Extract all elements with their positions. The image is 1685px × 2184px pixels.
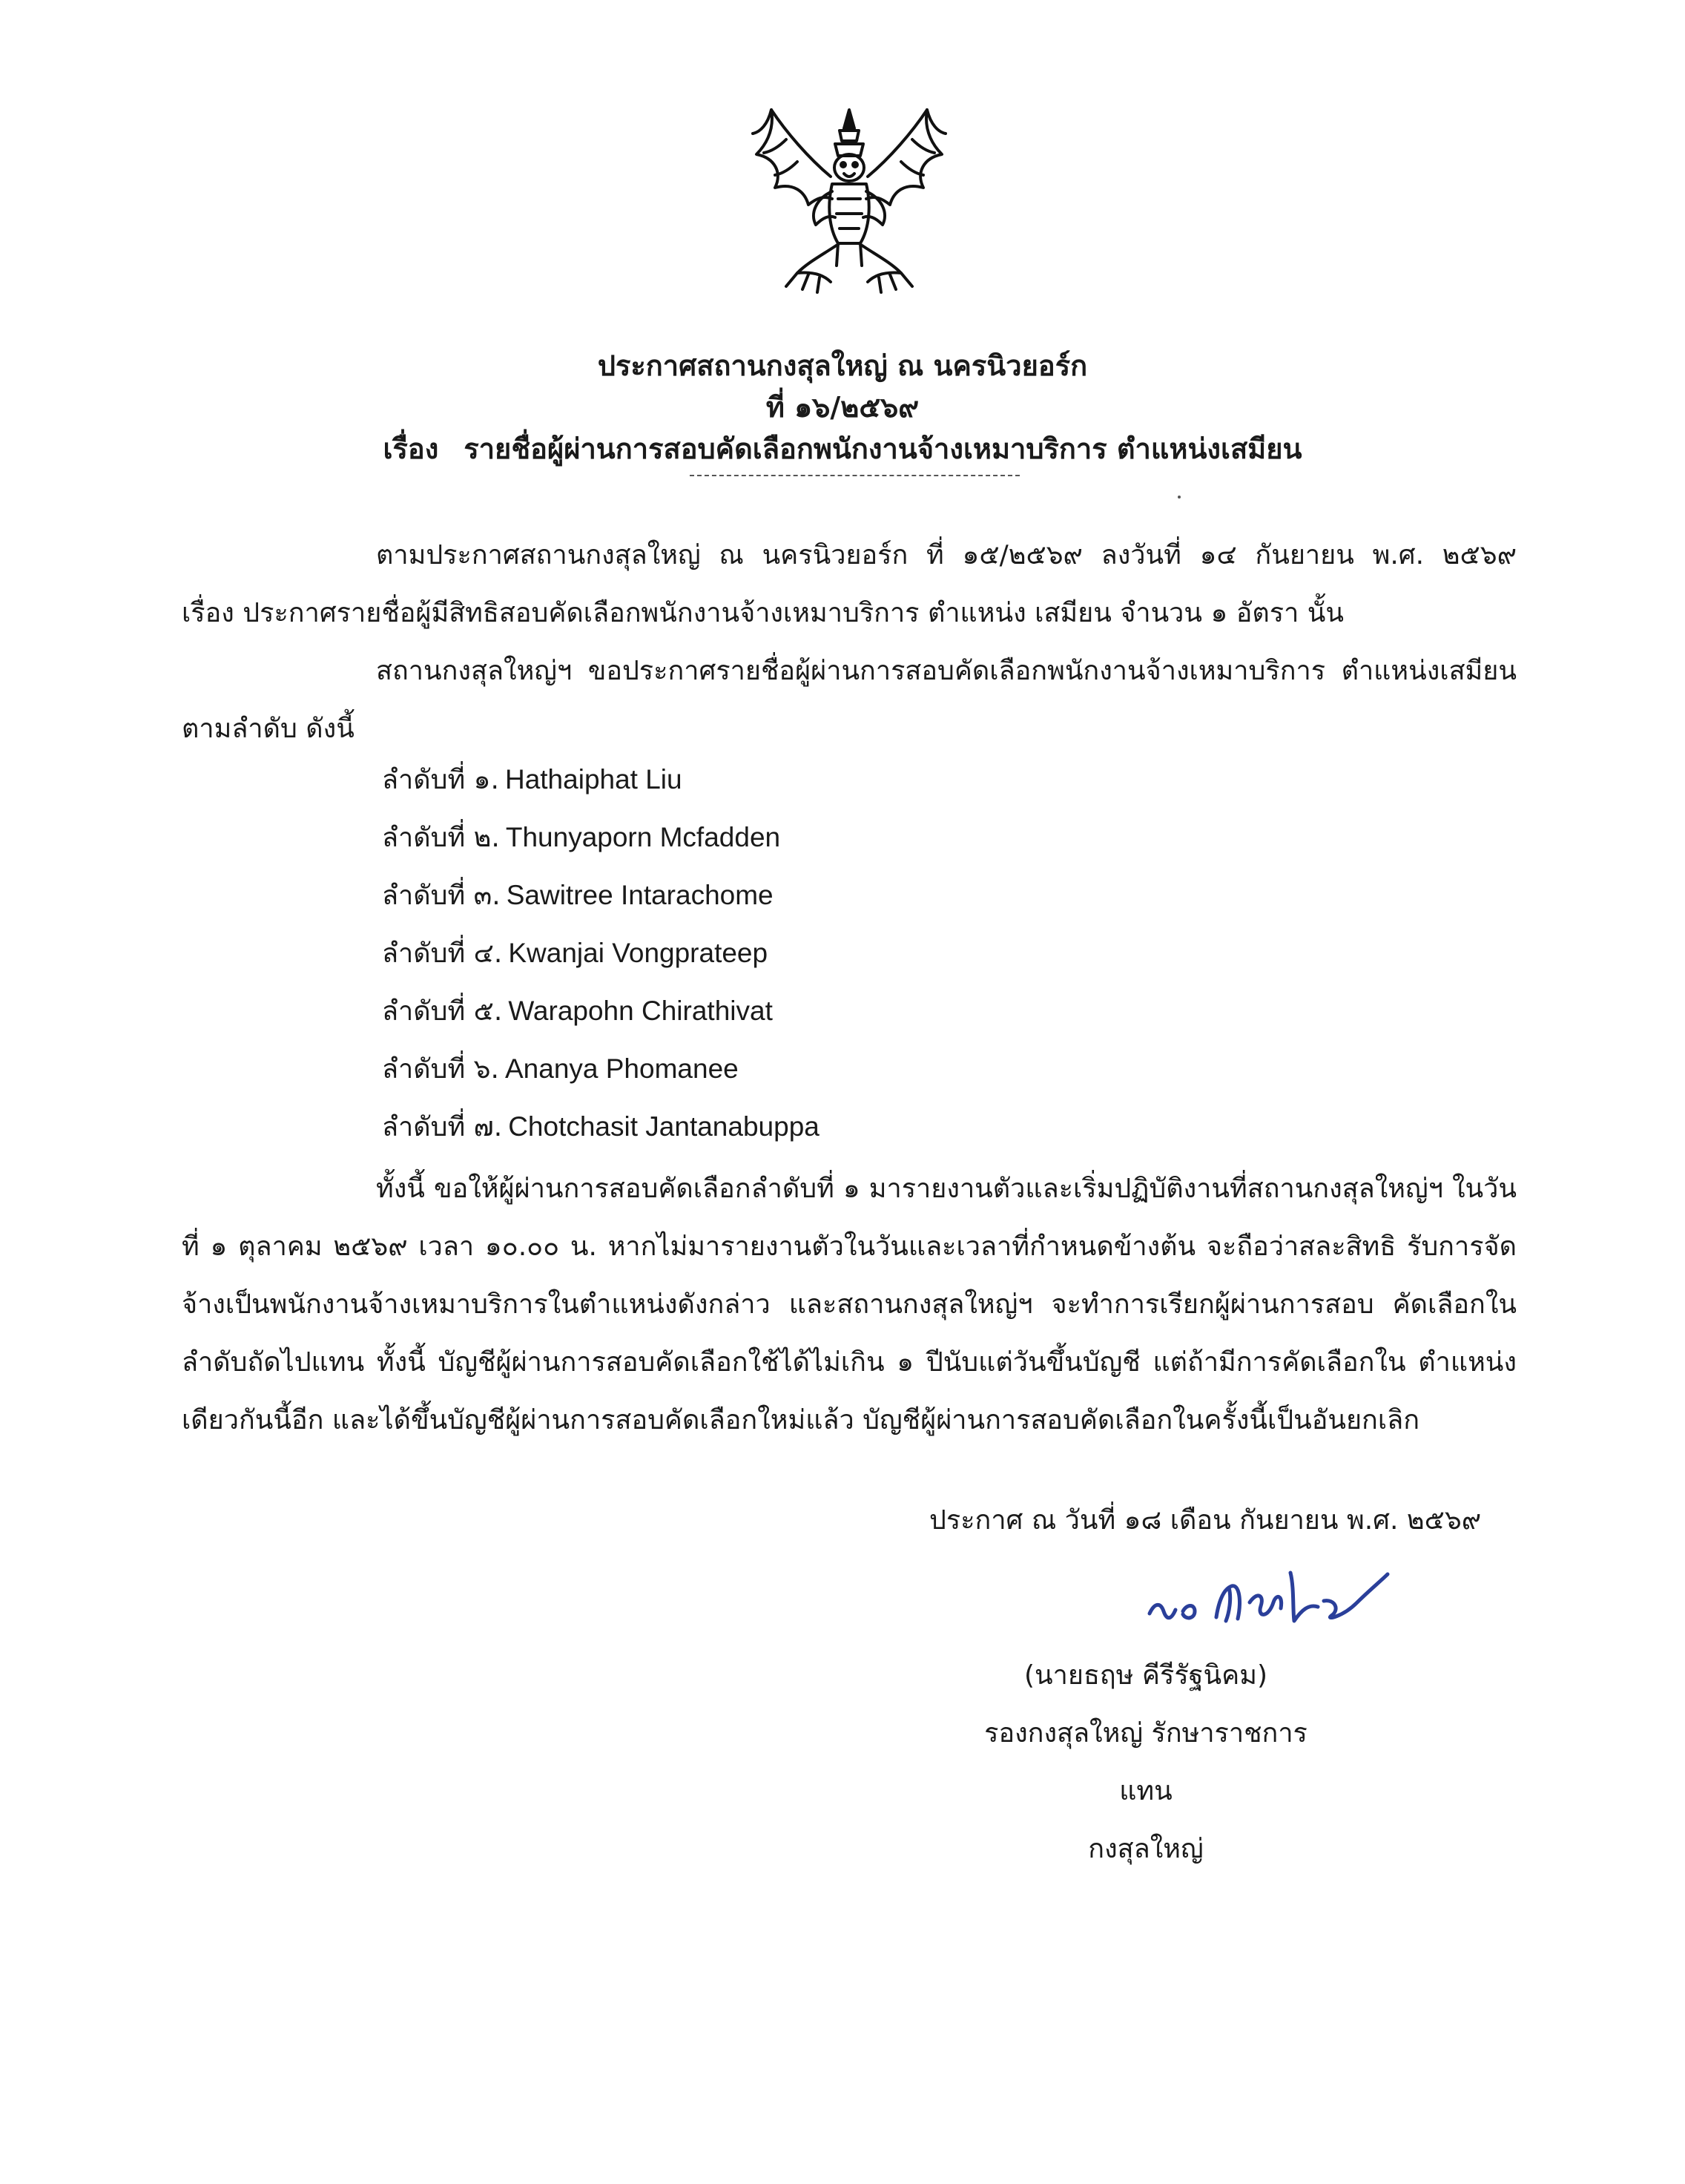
announcement-date: ประกาศ ณ วันที่ ๑๘ เดือน กันยายน พ.ศ. ๒๕๖๙ <box>929 1505 1482 1536</box>
candidate-name: Sawitree Intarachome <box>506 880 774 910</box>
garuda-emblem <box>742 88 957 303</box>
announcement-subject <box>0 426 1685 471</box>
candidate-rank: ลำดับที่ ๒. <box>382 823 500 853</box>
candidate-rank: ลำดับที่ ๔. <box>382 938 503 969</box>
candidate-rank: ลำดับที่ ๗. <box>382 1112 503 1142</box>
candidate-rank: ลำดับที่ ๕. <box>382 996 503 1027</box>
list-item <box>382 866 820 924</box>
stray-mark <box>1178 496 1181 499</box>
list-item <box>382 982 820 1040</box>
reference-line-2: เรื่อง ประกาศรายชื่อผู้มีสิทธิสอบคัดเลือกพนักงานจ้างเหมาบริการ ตำแหน่ง เสมียน จำนวน ๑ อัตรา นั้น <box>182 598 1344 628</box>
reference-line-1: ตามประกาศสถานกงสุลใหญ่ ณ นครนิวยอร์ก ที่ ๑๕/๒๕๖๙ ลงวันที่ ๑๔ กันยายน พ.ศ. ๒๕๖๙ <box>376 540 1517 570</box>
candidate-name: Chotchasit Jantanabuppa <box>508 1111 820 1142</box>
signatory-position-2: กงสุลใหญ่ <box>1088 1834 1204 1864</box>
candidate-rank: ลำดับที่ ๑. <box>382 765 499 795</box>
list-item <box>382 751 820 809</box>
header-divider <box>690 475 1020 476</box>
announcement-number: ที่ ๑๖/๒๕๖๙ <box>765 391 920 424</box>
candidate-rank: ลำดับที่ ๓. <box>382 881 501 911</box>
candidate-name: Hathaiphat Liu <box>504 764 682 795</box>
list-item <box>382 1098 820 1156</box>
subject-text: รายชื่อผู้ผ่านการสอบคัดเลือกพนักงานจ้างเหมาบริการ ตำแหน่งเสมียน <box>464 432 1302 465</box>
candidate-name: Thunyaporn Mcfadden <box>505 822 781 852</box>
list-item <box>382 924 820 982</box>
candidate-rank: ลำดับที่ ๖. <box>382 1054 499 1085</box>
handwritten-signature <box>1146 1558 1391 1639</box>
list-item <box>382 1040 820 1098</box>
reporting-instructions: ทั้งนี้ ขอให้ผู้ผ่านการสอบคัดเลือกลำดับที่ ๑ มารายงานตัวและเริ่มปฏิบัติงานที่สถานกงสุลใหญ่ฯ ในวันที่ ๑ ตุลาคม ๒๕๖๙ เวลา ๑๐.๐๐ น. หากไม่มารายงานตัวในวันและเวลาที่กำหนดข้างต้น จะถือว่าสละสิทธิ รับการจัดจ้างเป็นพนักงานจ้างเหมาบริการในตำแหน่งดังกล่าว และสถานกงสุลใหญ่ฯ จะทำการเรียกผู้ผ่านการสอบ คัดเลือกในลำดับถัดไปแทน ทั้งนี้ บัญชีผู้ผ่านการสอบคัดเลือกใช้ได้ไม่เกิน ๑ ปีนับแต่วันขึ้นบัญชี แต่ถ้ามีการคัดเลือกใน ตำแหน่งเดียวกันนี้อีก และได้ขึ้นบัญชีผู้ผ่านการสอบคัดเลือกใหม่แล้ว บัญชีผู้ผ่านการสอบคัดเลือกในครั้งนี้เป็นอันยกเลิก <box>182 1174 1517 1435</box>
candidate-name: Ananya Phomanee <box>504 1053 739 1084</box>
candidate-list <box>382 751 820 1156</box>
list-item <box>382 809 820 866</box>
signatory-block <box>960 1647 1331 1878</box>
signatory-name: (นายธฤษ คีรีรัฐนิคม) <box>1024 1660 1267 1691</box>
announcement-intro: สถานกงสุลใหญ่ฯ ขอประกาศรายชื่อผู้ผ่านการสอบคัดเลือกพนักงานจ้างเหมาบริการ ตำแหน่งเสมียน ตามลำดับ ดังนี้ <box>182 656 1517 744</box>
subject-label: เรื่อง <box>383 432 439 465</box>
announcement-title: ประกาศสถานกงสุลใหญ่ ณ นครนิวยอร์ก <box>597 349 1088 382</box>
signatory-position: รองกงสุลใหญ่ รักษาราชการแทน <box>984 1718 1308 1806</box>
candidate-name: Warapohn Chirathivat <box>508 996 773 1026</box>
candidate-name: Kwanjai Vongprateep <box>508 938 768 968</box>
